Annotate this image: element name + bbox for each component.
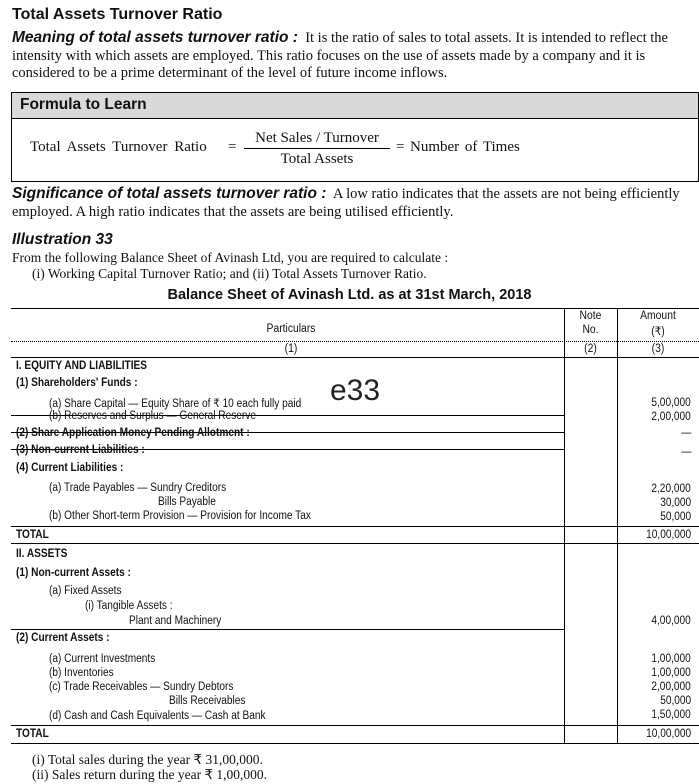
header-dotted-rule (11, 341, 699, 342)
illustration-intro: From the following Balance Sheet of Avinash Ltd, you are required to calculate : (12, 250, 449, 265)
row-plant-machinery: Plant and Machinery (129, 615, 222, 627)
row-fixed-assets: (a) Fixed Assets (49, 585, 122, 597)
col-note-num: (2) (584, 343, 597, 355)
significance-text: A low ratio indicates that the assets are not being efficiently employed. A high ratio indicates that the assets are being utilised efficiently. (12, 186, 680, 220)
formula-box (11, 92, 699, 182)
col-particulars-num: (1) (284, 343, 298, 355)
amt-bills-receivables: 50,000 (660, 695, 691, 707)
row-cash: (d) Cash and Cash Equivalents — Cash at Bank (49, 710, 266, 722)
row-inventories: (b) Inventories (49, 667, 114, 679)
row-tangible-assets: (i) Tangible Assets : (85, 600, 173, 612)
rule-before-total-2 (11, 725, 699, 726)
amt-app-money: — (680, 427, 691, 439)
amt-creditors: 2,20,000 (651, 483, 691, 495)
amt-plant-machinery: 4,00,000 (651, 615, 691, 627)
col-amount-2: (₹) (651, 326, 665, 338)
row-current-investments: (a) Current Investments (49, 653, 156, 665)
row-current-liabilities: (4) Current Liabilities : (16, 462, 124, 474)
row-share-app-money: (2) Share Application Money Pending Allotment : (16, 427, 250, 439)
rule-before-total-1 (11, 526, 699, 527)
col-note-1: Note (579, 310, 602, 322)
row-shareholders-funds: (1) Shareholders' Funds : (16, 377, 138, 389)
page-title: Total Assets Turnover Ratio (12, 6, 223, 23)
amt-reserves: 2,00,000 (651, 411, 691, 423)
amt-total-assets: 10,00,000 (645, 728, 691, 740)
row-share-capital: (a) Share Capital — Equity Share of ₹ 10 each fully paid (49, 398, 302, 410)
row-bills-payable: Bills Payable (158, 496, 216, 508)
amt-total-liabilities: 10,00,000 (645, 529, 691, 541)
formula-heading: Formula to Learn (20, 96, 147, 113)
col-amount-1: Amount (640, 310, 676, 322)
row-non-current-assets: (1) Non-current Assets : (16, 567, 131, 579)
formula-header (12, 93, 698, 119)
note-sales-return: (ii) Sales return during the year ₹ 1,00,000. (32, 767, 268, 782)
row-provision: (b) Other Short-term Provision — Provision for Income Tax (49, 510, 311, 522)
illustration-requirement: (i) Working Capital Turnover Ratio; and (ii) Total Assets Turnover Ratio. (32, 266, 427, 281)
col-amount-num: (3) (651, 343, 665, 355)
meaning-paragraph (12, 29, 698, 83)
rule-after-total-1 (11, 543, 699, 544)
row-trade-receivables: (c) Trade Receivables — Sundry Debtors (49, 681, 234, 693)
formula-rhs: Number of Times (410, 139, 520, 155)
section-assets: II. ASSETS (16, 548, 68, 560)
amt-current-investments: 1,00,000 (651, 653, 691, 665)
amt-debtors: 2,00,000 (651, 681, 691, 693)
meaning-heading: Meaning of total assets turnover ratio : (12, 29, 298, 46)
meaning-text: It is the ratio of sales to total assets. It is intended to reflect the intensity with which assets are employed. This ratio focuses on the use of assets made by a company and it is considered to be a prime determinant of the level of future income inflows. (12, 30, 668, 81)
row-reserves: (b) Reserves and Surplus — General Reserve (49, 410, 256, 422)
illustration-title: Illustration 33 (12, 231, 113, 248)
amt-cash: 1,50,000 (651, 709, 691, 721)
formula-denominator: Total Assets (280, 151, 354, 167)
watermark-label: e33 (330, 374, 381, 407)
header-bottom-rule (11, 357, 699, 358)
formula-numerator: Net Sales / Turnover (255, 130, 379, 146)
balance-sheet-title: Balance Sheet of Avinash Ltd. as at 31st March, 2018 (167, 287, 532, 303)
col-particulars: Particulars (266, 323, 316, 335)
amt-bills-payable: 30,000 (660, 497, 691, 509)
formula-fraction-bar (244, 148, 390, 149)
rule-before-current-assets (11, 629, 564, 630)
section-equity-liabilities: I. EQUITY AND LIABILITIES (16, 360, 148, 372)
table-top-border (11, 308, 699, 309)
row-trade-payables: (a) Trade Payables — Sundry Creditors (49, 482, 227, 494)
row-bills-receivables: Bills Receivables (169, 695, 246, 707)
row-total-assets: TOTAL (16, 728, 49, 740)
formula-lhs: Total Assets Turnover Ratio (30, 139, 207, 155)
row-total-liabilities: TOTAL (16, 529, 49, 541)
amt-share-capital: 5,00,000 (651, 397, 691, 409)
col-note-2: No. (582, 324, 599, 336)
amt-provision: 50,000 (660, 511, 691, 523)
row-non-current-liabilities: (3) Non-current Liabilities : (16, 444, 145, 456)
row-current-assets: (2) Current Assets : (16, 632, 110, 644)
table-bottom-border (11, 743, 699, 744)
formula-equals-1: = (228, 139, 237, 155)
amt-inventories: 1,00,000 (651, 667, 691, 679)
formula-equals-2: = (396, 139, 405, 155)
significance-heading: Significance of total assets turnover ratio : (12, 185, 327, 202)
amt-non-current-liabilities: — (680, 446, 691, 458)
significance-paragraph (12, 185, 698, 221)
note-total-sales: (i) Total sales during the year ₹ 31,00,000. (32, 752, 263, 767)
